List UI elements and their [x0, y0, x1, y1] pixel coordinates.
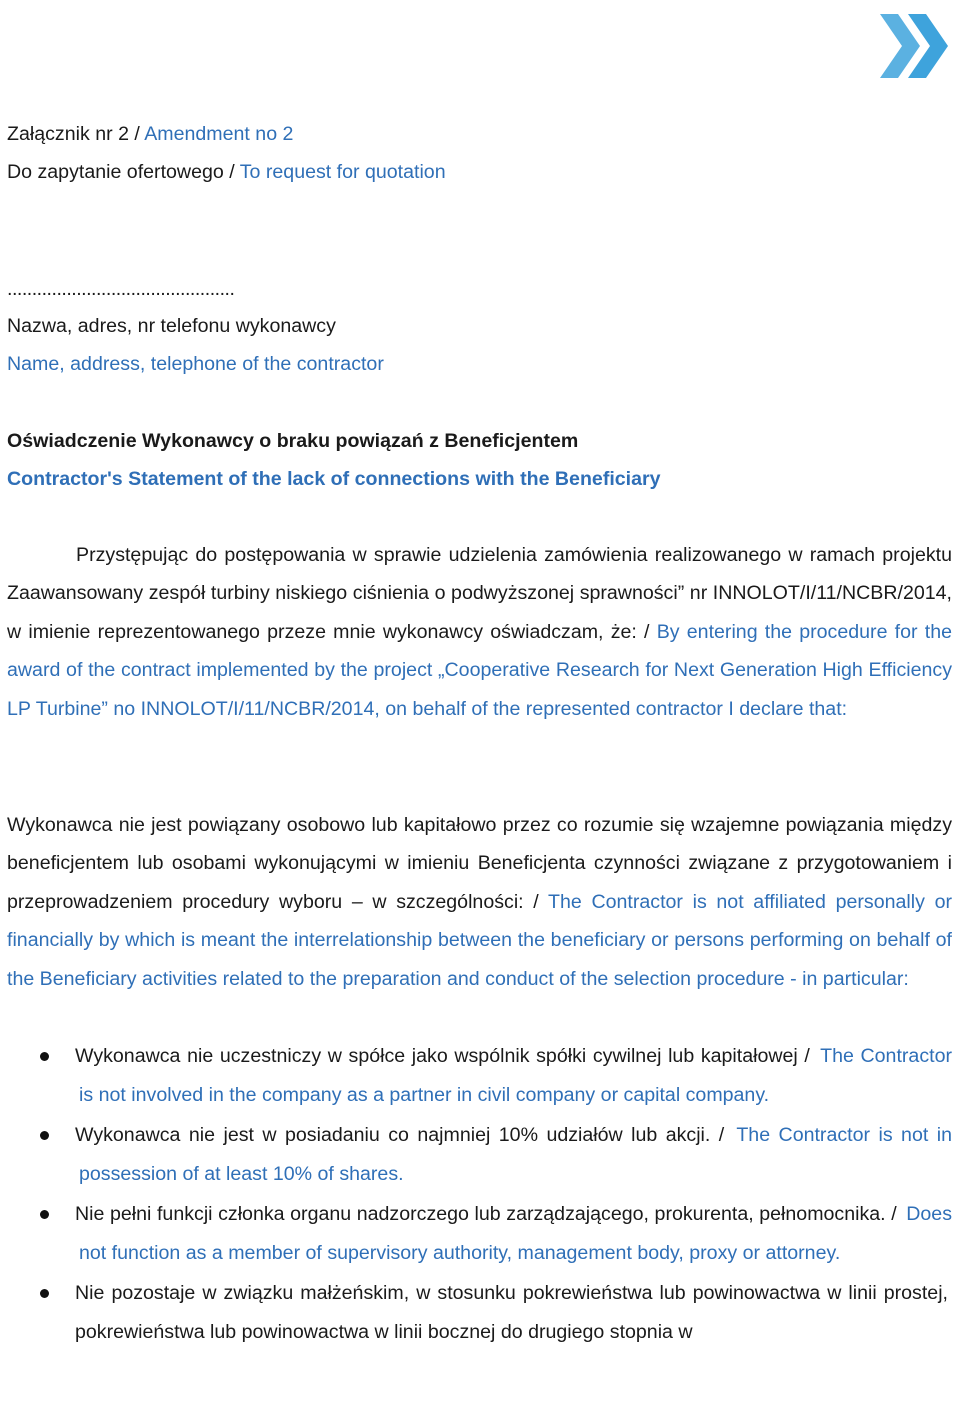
list-item-text-pl: Nie pełni funkcji członka organu nadzorczego lub zarządzającego, prokurenta, pełnomocnika. / — [75, 1203, 903, 1225]
list-item-text-pl: Wykonawca nie jest w posiadaniu co najmniej 10% udziałów lub akcji. / — [75, 1124, 733, 1146]
list-item-text-pl: Nie pozostaje w związku małżeńskim, w stosunku pokrewieństwa lub powinowactwa w linii prostej, pokrewieństwa lub powinowactwa w linii bocznej do drugiego stopnia w — [75, 1282, 948, 1343]
conditions-list — [0, 1037, 952, 1353]
bullet-icon — [40, 1131, 49, 1140]
list-item-text-en: Does not function as a member of supervisory authority, management body, proxy or attorney. — [79, 1203, 952, 1264]
bullet-icon — [40, 1210, 49, 1219]
declaration-text-en: The Contractor is not affiliated personally or financially by which is meant the interrelationship between the beneficiary or persons performing on behalf of the Beneficiary activities related to the preparation and conduct of the selection procedure - in particular: — [7, 890, 952, 990]
attachment-line — [7, 123, 293, 146]
intro-paragraph — [7, 536, 952, 728]
list-item — [0, 1037, 952, 1115]
list-item — [0, 1195, 952, 1273]
attachment-label-en: Amendment no 2 — [144, 123, 294, 145]
statement-title-pl: Oświadczenie Wykonawcy o braku powiązań z Beneficjentem — [7, 430, 579, 452]
statement-title-en: Contractor's Statement of the lack of connections with the Beneficiary — [7, 468, 661, 490]
double-chevron-right-icon — [876, 8, 952, 84]
attachment-label-pl: Załącznik nr 2 / — [7, 123, 145, 145]
list-item-text-pl: Wykonawca nie uczestniczy w spółce jako wspólnik spółki cywilnej lub kapitałowej / — [75, 1045, 817, 1067]
list-item-text-en: The Contractor is not involved in the company as a partner in civil company or capital company. — [79, 1045, 952, 1106]
contractor-label-pl: Nazwa, adres, nr telefonu wykonawcy — [7, 315, 336, 337]
intro-text-pl: Przystępując do postępowania w sprawie udzielenia zamówienia realizowanego w ramach projektu Zaawansowany zespół turbiny niskiego ciśnienia o podwyższonej sprawności” nr INNOLOT/I/11/NCBR/2014, w imienie reprezentowanego przeze mnie wykonawcy oświadczam, że: / — [7, 544, 952, 643]
list-item — [0, 1274, 952, 1352]
contractor-label-en: Name, address, telephone of the contractor — [7, 353, 384, 375]
request-label-pl: Do zapytanie ofertowego / — [7, 161, 240, 183]
contractor-fill-line: .............................................. — [7, 278, 235, 300]
bullet-icon — [40, 1289, 49, 1298]
declaration-text-pl: Wykonawca nie jest powiązany osobowo lub kapitałowo przez co rozumie się wzajemne powiązania między beneficjentem lub osobami wykonującymi w imieniu Beneficjenta czynności związane z przygotowaniem i przeprowadzeniem procedury wyboru – w szczególności: / — [7, 814, 952, 913]
bullet-icon — [40, 1052, 49, 1061]
list-item-text-en: The Contractor is not in possession of at least 10% of shares. — [79, 1124, 952, 1185]
declaration-paragraph — [7, 806, 952, 998]
request-line — [7, 161, 446, 184]
list-item — [0, 1116, 952, 1194]
intro-text-en: By entering the procedure for the award of the contract implemented by the project „Cooperative Research for Next Generation High Efficiency LP Turbine” no INNOLOT/I/11/NCBR/2014, on behalf of the represented contractor I declare that: — [7, 620, 952, 720]
request-label-en: To request for quotation — [239, 161, 446, 183]
